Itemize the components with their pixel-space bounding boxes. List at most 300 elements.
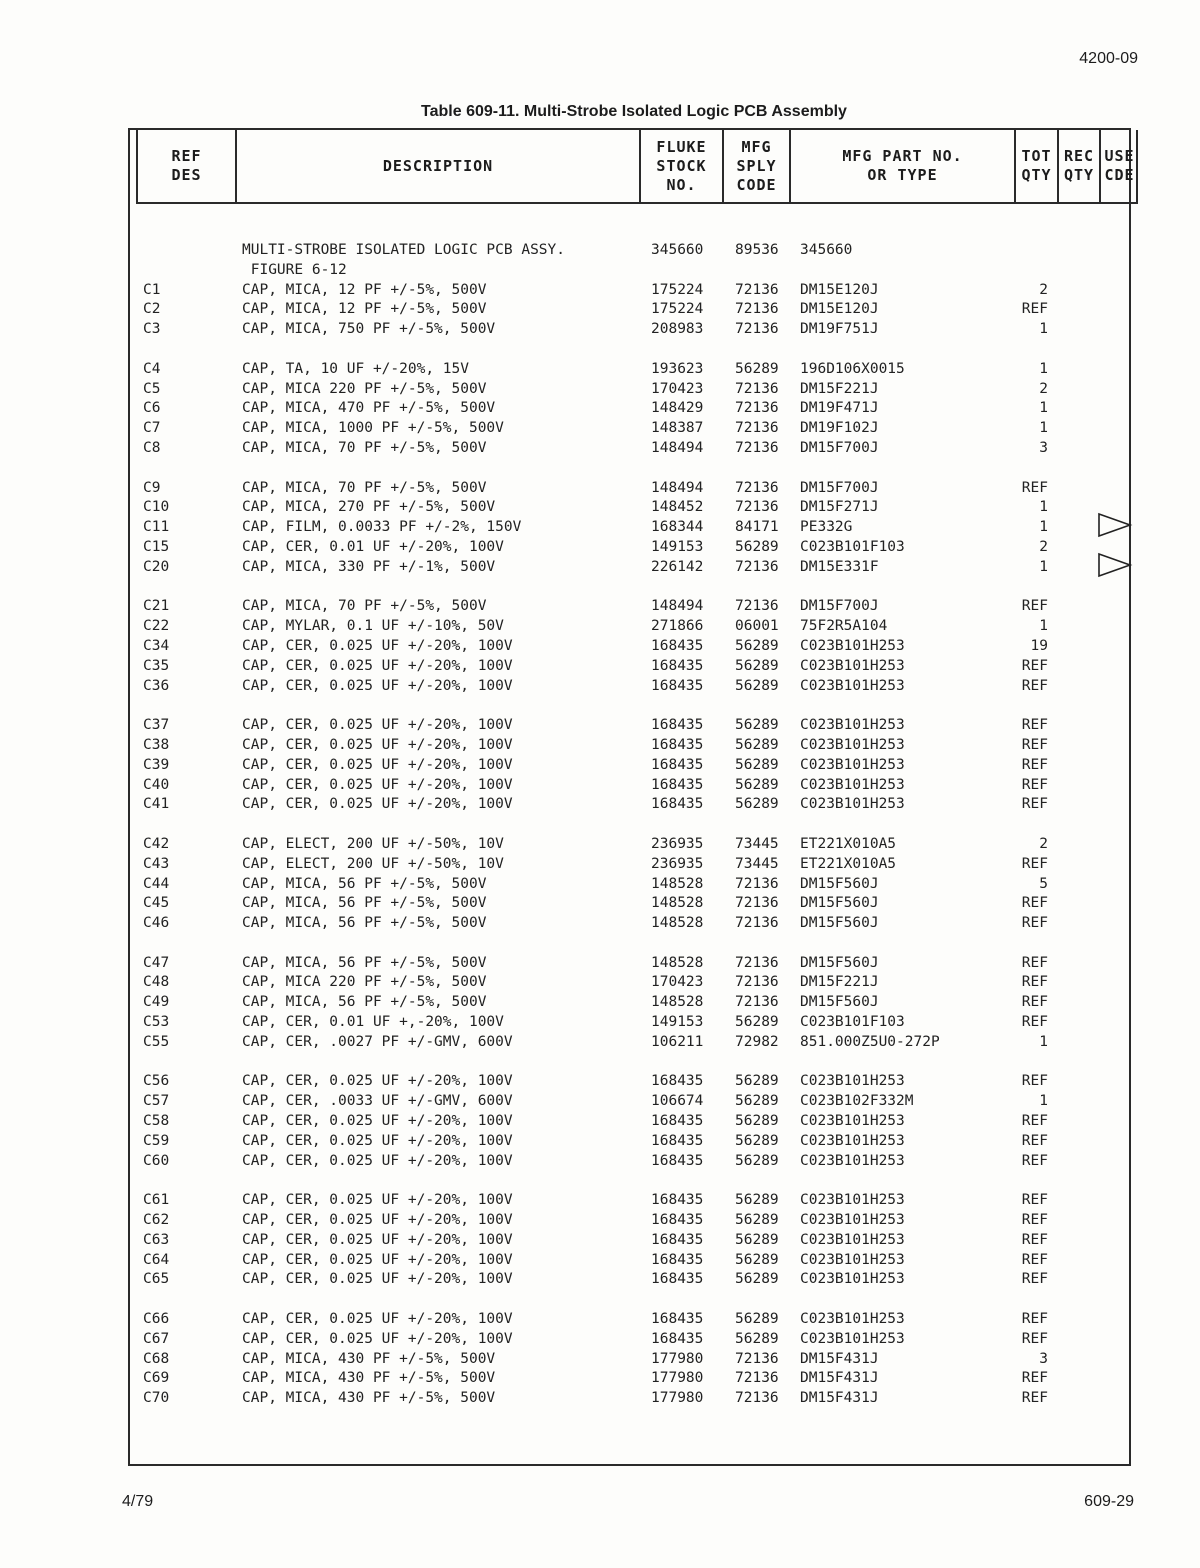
cell-ref-des: C40: [143, 776, 170, 793]
cell-part-no: ET221X010A5: [800, 855, 897, 872]
cell-description: CAP, MICA, 470 PF +/-5%, 500V: [242, 400, 496, 417]
cell-description: CAP, CER, 0.025 UF +/-20%, 100V: [242, 1271, 513, 1288]
cell-stock-no: 168435: [651, 1073, 704, 1090]
cell-ref-des: C15: [143, 538, 170, 555]
cell-part-no: C023B101H253: [800, 1311, 905, 1328]
cell-description: CAP, CER, 0.01 UF +,-20%, 100V: [242, 1014, 504, 1031]
assembly-row: [142, 242, 1132, 262]
cell-mfg-code: 56289: [735, 1093, 779, 1110]
cell-description: CAP, MICA, 12 PF +/-5%, 500V: [242, 281, 487, 298]
use-code-triangle-icon: [1097, 519, 1133, 538]
cell-ref-des: C64: [143, 1251, 170, 1268]
cell-part-no: C023B101H253: [800, 756, 905, 773]
cell-ref-des: C68: [143, 1350, 170, 1367]
cell-ref-des: C41: [143, 796, 170, 813]
cell-part-no: ET221X010A5: [800, 835, 897, 852]
cell-description: CAP, CER, 0.025 UF +/-20%, 100V: [242, 736, 513, 753]
cell-description: CAP, MICA, 750 PF +/-5%, 500V: [242, 321, 496, 338]
table-row: [142, 836, 1132, 856]
cell-tot-qty: 1: [1039, 558, 1048, 575]
table-row: [142, 777, 1132, 797]
cell-description: CAP, TA, 10 UF +/-20%, 15V: [242, 360, 469, 377]
cell-mfg-code: 56289: [735, 1073, 779, 1090]
cell-mfg-code: 06001: [735, 618, 779, 635]
cell-part-no: DM15E331F: [800, 558, 879, 575]
cell-tot-qty: REF: [1021, 1231, 1048, 1248]
table-row: [142, 678, 1132, 698]
table-row: [142, 876, 1132, 896]
cell-description: CAP, MICA, 56 PF +/-5%, 500V: [242, 895, 487, 912]
cell-stock-no: 148528: [651, 875, 704, 892]
cell-mfg-code: 72136: [735, 1390, 779, 1407]
cell-tot-qty: REF: [1021, 1251, 1048, 1268]
table-row: [142, 1212, 1132, 1232]
cell-stock-no: 175224: [651, 301, 704, 318]
table-row: [142, 1370, 1132, 1390]
cell-part-no: C023B101H253: [800, 1271, 905, 1288]
cell-part-no: DM15F431J: [800, 1370, 879, 1387]
cell-part-no: DM15E120J: [800, 281, 879, 298]
cell-tot-qty: REF: [1021, 301, 1048, 318]
cell-mfg-code: 56289: [735, 796, 779, 813]
cell-ref-des: C39: [143, 756, 170, 773]
cell-ref-des: C49: [143, 994, 170, 1011]
table-row: [142, 301, 1132, 321]
cell-description: CAP, FILM, 0.0033 PF +/-2%, 150V: [242, 519, 522, 536]
cell-tot-qty: 1: [1039, 499, 1048, 516]
cell-description: CAP, CER, 0.025 UF +/-20%, 100V: [242, 717, 513, 734]
cell-part-no: 75F2R5A104: [800, 618, 888, 635]
cell-ref-des: C67: [143, 1330, 170, 1347]
cell-ref-des: C35: [143, 657, 170, 674]
table-row: [142, 598, 1132, 618]
cell-stock-no: 168435: [651, 1311, 704, 1328]
page-number: 609-29: [1084, 1493, 1134, 1510]
cell-ref-des: C58: [143, 1113, 170, 1130]
cell-stock-no: 177980: [651, 1390, 704, 1407]
cell-tot-qty: REF: [1021, 855, 1048, 872]
cell-part-no: 196D106X0015: [800, 360, 905, 377]
cell-mfg-code: 72982: [735, 1033, 779, 1050]
cell-ref-des: C57: [143, 1093, 170, 1110]
cell-description: CAP, CER, 0.025 UF +/-20%, 100V: [242, 677, 513, 694]
cell-stock-no: 168435: [651, 1212, 704, 1229]
cell-ref-des: C38: [143, 736, 170, 753]
cell-tot-qty: REF: [1021, 1073, 1048, 1090]
table-row: [142, 856, 1132, 876]
table-row: [142, 1192, 1132, 1212]
cell-ref-des: C8: [143, 439, 161, 456]
cell-part-no: C023B101H253: [800, 1152, 905, 1169]
cell-tot-qty: REF: [1021, 1390, 1048, 1407]
header-mfg-sply-code: MFG SPLY CODE: [724, 130, 791, 202]
table-row: [142, 1311, 1132, 1331]
cell-tot-qty: 1: [1039, 360, 1048, 377]
cell-tot-qty: 2: [1039, 538, 1048, 555]
cell-stock-no: 168435: [651, 677, 704, 694]
cell-stock-no: 148528: [651, 994, 704, 1011]
cell-mfg-code: 72136: [735, 301, 779, 318]
cell-stock-no: 168435: [651, 1251, 704, 1268]
cell-description: CAP, CER, .0033 UF +/-GMV, 600V: [242, 1093, 513, 1110]
table-row: [142, 1034, 1132, 1054]
header-use-cde: USE CDE: [1104, 147, 1135, 184]
table-row: [142, 796, 1132, 816]
cell-ref-des: C11: [143, 519, 170, 536]
cell-stock-no: 193623: [651, 360, 704, 377]
cell-ref-des: C59: [143, 1132, 170, 1149]
cell-description: CAP, CER, 0.025 UF +/-20%, 100V: [242, 796, 513, 813]
cell-ref-des: C44: [143, 875, 170, 892]
cell-description: CAP, CER, 0.025 UF +/-20%, 100V: [242, 1113, 513, 1130]
cell-tot-qty: REF: [1021, 796, 1048, 813]
cell-mfg-code: 56289: [735, 637, 779, 654]
cell-ref-des: C5: [143, 380, 161, 397]
cell-stock-no: 168435: [651, 796, 704, 813]
cell-stock-no: 148528: [651, 954, 704, 971]
cell-tot-qty: 1: [1039, 519, 1048, 536]
cell-tot-qty: REF: [1021, 895, 1048, 912]
cell-part-no: C023B101F103: [800, 538, 905, 555]
cell-ref-des: C43: [143, 855, 170, 872]
cell-description: CAP, CER, 0.025 UF +/-20%, 100V: [242, 1311, 513, 1328]
cell-mfg-code: 56289: [735, 756, 779, 773]
cell-ref-des: C36: [143, 677, 170, 694]
cell-part-no: C023B101H253: [800, 1330, 905, 1347]
cell-mfg-code: 56289: [735, 677, 779, 694]
cell-description: CAP, CER, 0.025 UF +/-20%, 100V: [242, 1152, 513, 1169]
cell-part-no: DM19F102J: [800, 420, 879, 437]
table-header: [136, 130, 1138, 204]
cell-stock-no: 168435: [651, 776, 704, 793]
cell-tot-qty: REF: [1021, 677, 1048, 694]
use-code-triangle-icon: [1097, 559, 1133, 578]
cell-part-no: C023B101H253: [800, 637, 905, 654]
cell-part-no: DM15F560J: [800, 875, 879, 892]
cell-mfg-code: 72136: [735, 915, 779, 932]
cell-description: CAP, MICA, 430 PF +/-5%, 500V: [242, 1370, 496, 1387]
cell-stock-no: 168435: [651, 717, 704, 734]
assembly-description: MULTI-STROBE ISOLATED LOGIC PCB ASSY.: [242, 242, 566, 258]
cell-description: CAP, MICA, 12 PF +/-5%, 500V: [242, 301, 487, 318]
cell-description: CAP, MICA, 70 PF +/-5%, 500V: [242, 439, 487, 456]
cell-ref-des: C60: [143, 1152, 170, 1169]
header-ref-des: REF DES: [138, 130, 237, 202]
table-row: [142, 400, 1132, 420]
cell-stock-no: 106674: [651, 1093, 704, 1110]
cell-mfg-code: 56289: [735, 736, 779, 753]
cell-tot-qty: REF: [1021, 994, 1048, 1011]
cell-part-no: DM15F700J: [800, 439, 879, 456]
cell-part-no: DM15F271J: [800, 499, 879, 516]
cell-ref-des: C21: [143, 598, 170, 615]
cell-description: CAP, MICA, 270 PF +/-5%, 500V: [242, 499, 496, 516]
cell-stock-no: 168435: [651, 637, 704, 654]
table-row: [142, 1133, 1132, 1153]
cell-part-no: C023B101H253: [800, 677, 905, 694]
cell-stock-no: 148494: [651, 598, 704, 615]
table-row: [142, 420, 1132, 440]
table-row: [142, 440, 1132, 460]
cell-description: CAP, MICA, 56 PF +/-5%, 500V: [242, 994, 487, 1011]
cell-description: CAP, MICA, 1000 PF +/-5%, 500V: [242, 420, 504, 437]
cell-stock-no: 148494: [651, 479, 704, 496]
cell-stock-no: 148429: [651, 400, 704, 417]
table-body: [142, 242, 1132, 1410]
cell-tot-qty: REF: [1021, 736, 1048, 753]
table-row: [142, 499, 1132, 519]
table-row: [142, 1351, 1132, 1371]
cell-ref-des: C65: [143, 1271, 170, 1288]
cell-description: CAP, MICA, 330 PF +/-1%, 500V: [242, 558, 496, 575]
table-row: [142, 381, 1132, 401]
header-fluke-stock-no: FLUKE STOCK NO.: [641, 130, 724, 202]
cell-mfg-code: 56289: [735, 1014, 779, 1031]
cell-stock-no: 208983: [651, 321, 704, 338]
table-row: [142, 895, 1132, 915]
cell-description: CAP, MICA, 56 PF +/-5%, 500V: [242, 954, 487, 971]
cell-mfg-code: 56289: [735, 1132, 779, 1149]
cell-part-no: DM15F560J: [800, 895, 879, 912]
table-row: [142, 1093, 1132, 1113]
cell-mfg-code: 56289: [735, 360, 779, 377]
cell-stock-no: 168435: [651, 1132, 704, 1149]
cell-tot-qty: REF: [1021, 915, 1048, 932]
cell-part-no: DM15F700J: [800, 479, 879, 496]
cell-part-no: PE332G: [800, 519, 853, 536]
cell-tot-qty: REF: [1021, 1014, 1048, 1031]
cell-ref-des: C66: [143, 1311, 170, 1328]
cell-mfg-code: 72136: [735, 558, 779, 575]
cell-tot-qty: REF: [1021, 974, 1048, 991]
cell-tot-qty: 2: [1039, 835, 1048, 852]
header-description: DESCRIPTION: [237, 130, 641, 202]
cell-tot-qty: 1: [1039, 420, 1048, 437]
cell-tot-qty: REF: [1021, 1212, 1048, 1229]
cell-stock-no: 170423: [651, 380, 704, 397]
cell-description: CAP, CER, 0.025 UF +/-20%, 100V: [242, 1212, 513, 1229]
cell-stock-no: 148494: [651, 439, 704, 456]
table-row: [142, 737, 1132, 757]
cell-mfg-code: 72136: [735, 479, 779, 496]
cell-mfg-code: 84171: [735, 519, 779, 536]
cell-description: CAP, MICA 220 PF +/-5%, 500V: [242, 974, 487, 991]
cell-description: CAP, CER, 0.025 UF +/-20%, 100V: [242, 657, 513, 674]
footer-date: 4/79: [122, 1493, 154, 1510]
cell-ref-des: C46: [143, 915, 170, 932]
cell-description: CAP, CER, 0.01 UF +/-20%, 100V: [242, 538, 504, 555]
cell-description: CAP, ELECT, 200 UF +/-50%, 10V: [242, 855, 504, 872]
cell-ref-des: C55: [143, 1033, 170, 1050]
cell-tot-qty: REF: [1021, 598, 1048, 615]
cell-part-no: DM15F221J: [800, 974, 879, 991]
table-row: [142, 480, 1132, 500]
cell-stock-no: 170423: [651, 974, 704, 991]
table-row: [142, 1153, 1132, 1173]
cell-part-no: DM15F560J: [800, 994, 879, 1011]
table-row: [142, 321, 1132, 341]
cell-mfg-code: 73445: [735, 835, 779, 852]
cell-ref-des: C6: [143, 400, 161, 417]
cell-ref-des: C20: [143, 558, 170, 575]
cell-mfg-code: 56289: [735, 776, 779, 793]
header-rec-qty: REC QTY: [1059, 130, 1101, 202]
cell-mfg-code: 56289: [735, 1251, 779, 1268]
cell-ref-des: C48: [143, 974, 170, 991]
cell-ref-des: C63: [143, 1231, 170, 1248]
cell-mfg-code: 72136: [735, 994, 779, 1011]
cell-tot-qty: 3: [1039, 439, 1048, 456]
cell-stock-no: 148528: [651, 895, 704, 912]
cell-part-no: C023B101H253: [800, 657, 905, 674]
cell-mfg-code: 56289: [735, 1311, 779, 1328]
cell-tot-qty: 1: [1039, 618, 1048, 635]
cell-mfg-code: 56289: [735, 1231, 779, 1248]
cell-stock-no: 168435: [651, 1113, 704, 1130]
cell-description: CAP, CER, .0027 PF +/-GMV, 600V: [242, 1033, 513, 1050]
cell-tot-qty: 1: [1039, 400, 1048, 417]
cell-ref-des: C3: [143, 321, 161, 338]
header-mfg-part-no: MFG PART NO. OR TYPE: [791, 130, 1016, 202]
cell-stock-no: 106211: [651, 1033, 704, 1050]
cell-ref-des: C34: [143, 637, 170, 654]
cell-tot-qty: 1: [1039, 321, 1048, 338]
cell-part-no: DM15F700J: [800, 598, 879, 615]
cell-tot-qty: REF: [1021, 756, 1048, 773]
table-row: [142, 1390, 1132, 1410]
table-row: [142, 618, 1132, 638]
cell-part-no: DM15F560J: [800, 915, 879, 932]
parts-list: [142, 282, 1132, 1410]
cell-description: CAP, MICA, 430 PF +/-5%, 500V: [242, 1350, 496, 1367]
cell-description: CAP, CER, 0.025 UF +/-20%, 100V: [242, 637, 513, 654]
cell-stock-no: 168435: [651, 1271, 704, 1288]
cell-stock-no: 168435: [651, 1231, 704, 1248]
cell-tot-qty: REF: [1021, 1370, 1048, 1387]
cell-part-no: C023B101H253: [800, 736, 905, 753]
cell-tot-qty: 19: [1030, 637, 1048, 654]
cell-part-no: C023B101H253: [800, 1231, 905, 1248]
assembly-figure-row: [142, 262, 1132, 282]
cell-part-no: C023B101H253: [800, 796, 905, 813]
cell-part-no: DM15F221J: [800, 380, 879, 397]
cell-part-no: DM15F431J: [800, 1390, 879, 1407]
cell-mfg-code: 56289: [735, 1330, 779, 1347]
cell-stock-no: 168435: [651, 657, 704, 674]
cell-description: CAP, MICA, 56 PF +/-5%, 500V: [242, 875, 487, 892]
table-row: [142, 1232, 1132, 1252]
table-row: [142, 974, 1132, 994]
cell-part-no: C023B101H253: [800, 1073, 905, 1090]
cell-tot-qty: 1: [1039, 1093, 1048, 1110]
cell-part-no: C023B101H253: [800, 1251, 905, 1268]
header-tot-qty: TOT QTY: [1016, 130, 1059, 202]
cell-ref-des: C45: [143, 895, 170, 912]
cell-mfg-code: 56289: [735, 717, 779, 734]
cell-stock-no: 148387: [651, 420, 704, 437]
document-number: 4200-09: [1079, 50, 1138, 67]
cell-description: CAP, MICA 220 PF +/-5%, 500V: [242, 380, 487, 397]
cell-tot-qty: 2: [1039, 281, 1048, 298]
table-row: [142, 955, 1132, 975]
cell-tot-qty: 5: [1039, 875, 1048, 892]
cell-part-no: C023B101F103: [800, 1014, 905, 1031]
cell-description: CAP, MICA, 70 PF +/-5%, 500V: [242, 598, 487, 615]
table-row: [142, 539, 1132, 559]
cell-ref-des: C47: [143, 954, 170, 971]
cell-tot-qty: REF: [1021, 1113, 1048, 1130]
cell-description: CAP, CER, 0.025 UF +/-20%, 100V: [242, 1330, 513, 1347]
cell-stock-no: 149153: [651, 538, 704, 555]
cell-mfg-code: 56289: [735, 1152, 779, 1169]
cell-stock-no: 168435: [651, 736, 704, 753]
cell-mfg-code: 72136: [735, 499, 779, 516]
cell-part-no: C023B101H253: [800, 1132, 905, 1149]
cell-description: CAP, ELECT, 200 UF +/-50%, 10V: [242, 835, 504, 852]
cell-part-no: C023B101H253: [800, 776, 905, 793]
cell-stock-no: 168435: [651, 1330, 704, 1347]
cell-part-no: 851.000Z5U0-272P: [800, 1033, 940, 1050]
cell-mfg-code: 72136: [735, 400, 779, 417]
cell-mfg-code: 56289: [735, 1192, 779, 1209]
cell-mfg-code: 56289: [735, 1271, 779, 1288]
table-row: [142, 361, 1132, 381]
cell-tot-qty: REF: [1021, 657, 1048, 674]
table-row: [142, 658, 1132, 678]
cell-description: CAP, CER, 0.025 UF +/-20%, 100V: [242, 1073, 513, 1090]
table-row: [142, 1014, 1132, 1034]
cell-ref-des: C2: [143, 301, 161, 318]
cell-stock-no: 168435: [651, 1192, 704, 1209]
cell-part-no: DM19F751J: [800, 321, 879, 338]
cell-stock-no: 148528: [651, 915, 704, 932]
cell-mfg-code: 72136: [735, 954, 779, 971]
cell-description: CAP, MICA, 70 PF +/-5%, 500V: [242, 479, 487, 496]
cell-tot-qty: 1: [1039, 1033, 1048, 1050]
cell-tot-qty: REF: [1021, 1132, 1048, 1149]
cell-ref-des: C1: [143, 281, 161, 298]
cell-stock-no: 149153: [651, 1014, 704, 1031]
cell-tot-qty: REF: [1021, 954, 1048, 971]
cell-tot-qty: REF: [1021, 776, 1048, 793]
cell-description: CAP, MYLAR, 0.1 UF +/-10%, 50V: [242, 618, 504, 635]
cell-ref-des: C22: [143, 618, 170, 635]
table-row: [142, 519, 1132, 539]
cell-mfg-code: 72136: [735, 321, 779, 338]
cell-mfg-code: 72136: [735, 1370, 779, 1387]
cell-ref-des: C9: [143, 479, 161, 496]
table-row: [142, 757, 1132, 777]
cell-ref-des: C62: [143, 1212, 170, 1229]
cell-stock-no: 148452: [651, 499, 704, 516]
cell-ref-des: C53: [143, 1014, 170, 1031]
cell-tot-qty: 2: [1039, 380, 1048, 397]
table-row: [142, 1271, 1132, 1291]
cell-tot-qty: REF: [1021, 717, 1048, 734]
cell-ref-des: C10: [143, 499, 170, 516]
cell-part-no: DM19F471J: [800, 400, 879, 417]
cell-stock-no: 168344: [651, 519, 704, 536]
cell-tot-qty: REF: [1021, 1330, 1048, 1347]
cell-mfg-code: 72136: [735, 974, 779, 991]
cell-tot-qty: REF: [1021, 479, 1048, 496]
cell-description: CAP, CER, 0.025 UF +/-20%, 100V: [242, 776, 513, 793]
cell-mfg-code: 72136: [735, 439, 779, 456]
cell-stock-no: 175224: [651, 281, 704, 298]
cell-ref-des: C56: [143, 1073, 170, 1090]
cell-stock-no: 177980: [651, 1350, 704, 1367]
cell-description: CAP, MICA, 56 PF +/-5%, 500V: [242, 915, 487, 932]
